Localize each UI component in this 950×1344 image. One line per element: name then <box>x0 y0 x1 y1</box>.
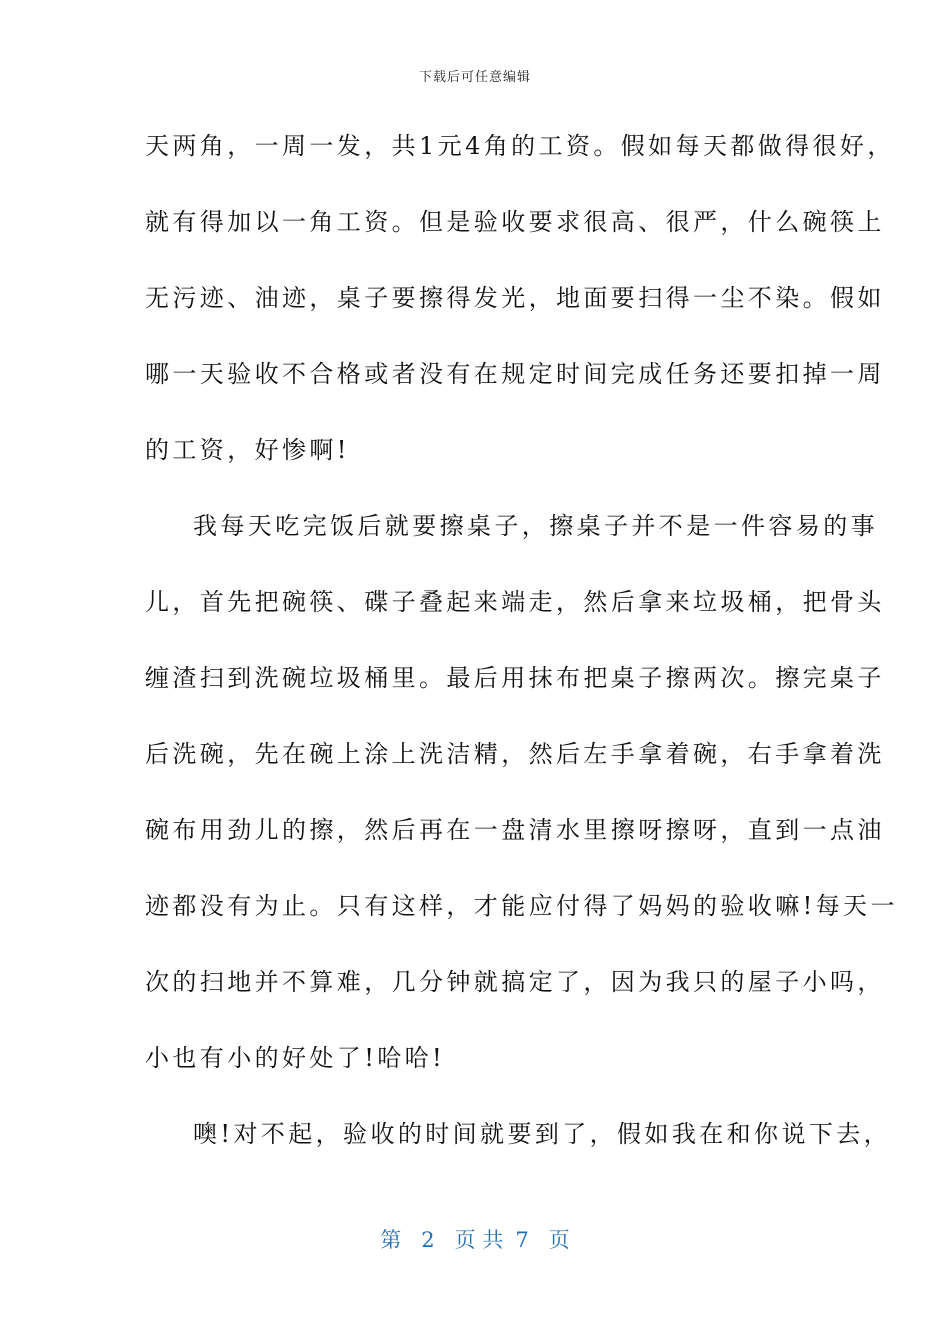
text-line: 儿，首先把碗筷、碟子叠起来端走，然后拿来垃圾桶，把骨头 <box>145 588 885 616</box>
text-line-paragraph-start: 噢!对不起，验收的时间就要到了，假如我在和你说下去， <box>193 1120 892 1148</box>
text-line: 的工资，好惨啊! <box>145 436 350 464</box>
document-body <box>145 120 898 1184</box>
text-line: 无污迹、油迹，桌子要擦得发光，地面要扫得一尘不染。假如 <box>145 284 885 312</box>
header-note: 下载后可任意编辑 <box>418 70 531 85</box>
text-line: 迹都没有为止。只有这样，才能应付得了妈妈的验收嘛!每天一 <box>145 892 898 920</box>
text-line: 碗布用劲儿的擦，然后再在一盘清水里擦呀擦呀，直到一点油 <box>145 816 885 844</box>
page-number-footer <box>0 1224 950 1254</box>
text-line: 天两角，一周一发，共1元4角的工资。假如每天都做得很好， <box>145 132 895 160</box>
footer-page-number: 2 <box>421 1228 435 1252</box>
text-line-paragraph-start: 我每天吃完饭后就要擦桌子，擦桌子并不是一件容易的事 <box>193 512 878 540</box>
footer-total-pages: 7 <box>515 1228 529 1252</box>
footer-prefix: 第 <box>380 1228 402 1252</box>
footer-suffix: 页 <box>548 1228 570 1252</box>
text-line: 就有得加以一角工资。但是验收要求很高、很严，什么碗筷上 <box>145 208 885 236</box>
footer-middle: 页 共 <box>454 1228 504 1252</box>
text-line: 后洗碗，先在碗上涂上洗洁精，然后左手拿着碗，右手拿着洗 <box>145 740 885 768</box>
text-line: 次的扫地并不算难，几分钟就搞定了，因为我只的屋子小吗， <box>145 968 885 996</box>
text-line: 哪一天验收不合格或者没有在规定时间完成任务还要扣掉一周 <box>145 360 885 388</box>
text-line: 小也有小的好处了!哈哈! <box>145 1044 446 1072</box>
text-line: 缠渣扫到洗碗垃圾桶里。最后用抹布把桌子擦两次。擦完桌子 <box>145 664 885 692</box>
